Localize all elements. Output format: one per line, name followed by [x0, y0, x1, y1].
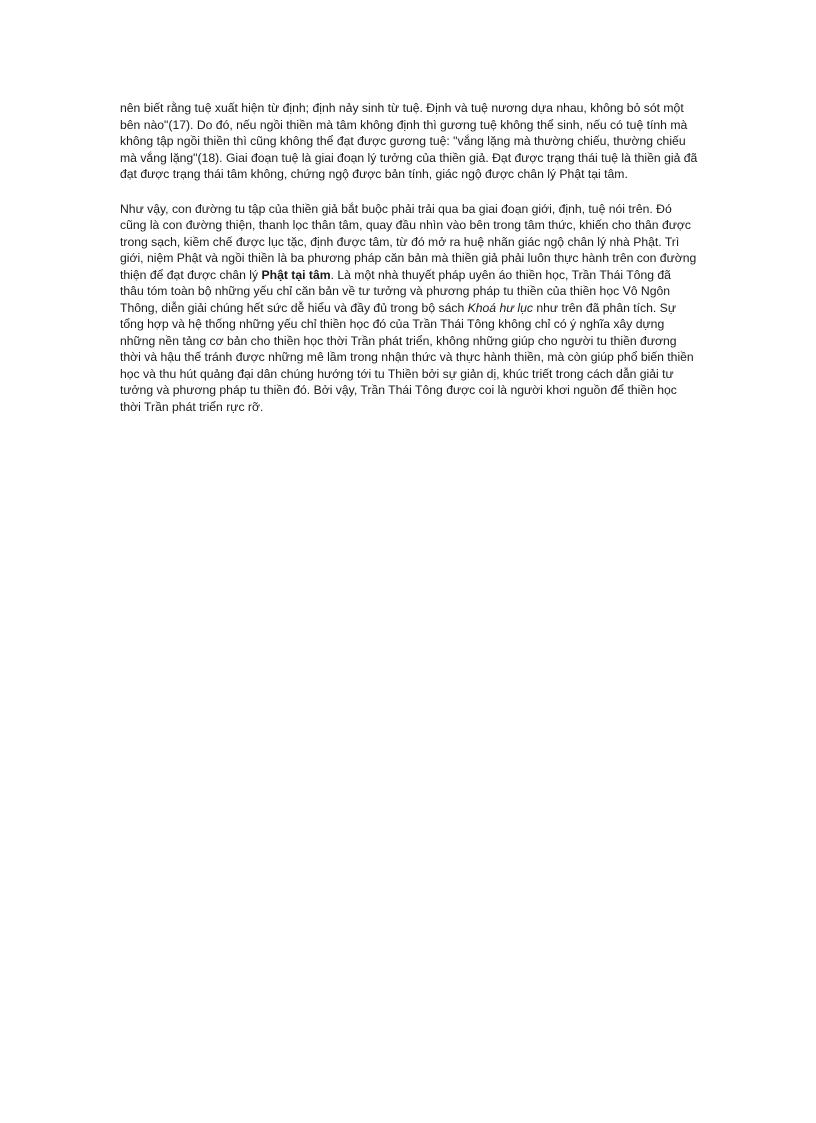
paragraph-2-text-part-3: như trên đã phân tích. Sự tổng hợp và hệ thống những yếu chỉ thiền học đó của Trần Thái Tông không chỉ có ý nghĩa xây dựng những nền tảng cơ bản cho thiền học thời Trần phát triển, không những giúp cho người tu thiền đương thời và hậu thế tránh được những mê lầm trong nhận thức và thực hành thiền, mà còn giúp phổ biến thiền học và thu hút quảng đại dân chúng hướng tới tu Thiền bởi sự giản dị, khúc triết trong cách dẫn giải tư tưởng và phương pháp tu thiền đó. Bởi vậy, Trần Thái Tông được coi là người khơi nguồn để thiền học thời Trần phát triển rực rỡ. [120, 300, 694, 414]
document-body [120, 100, 698, 415]
paragraph-2-text-part-2: . Là một nhà thuyết pháp uyên áo thiền học, Trần Thái Tông đã thâu tóm toàn bộ những yếu chỉ căn bản về tư tưởng và phương pháp tu thiền của thiền học Vô Ngôn Thông, diễn giải chúng hết sức dễ hiểu và đầy đủ trong bộ sách [120, 267, 671, 315]
bold-term-phat-tai-tam: Phật tại tâm [261, 267, 331, 282]
paragraph-1-text: nên biết rằng tuệ xuất hiện từ định; định nảy sinh từ tuệ. Định và tuệ nương dựa nhau, không bỏ sót một bên nào"(17). Do đó, nếu ngồi thiền mà tâm không định thì gương tuệ không thể sinh, nếu có tuệ tính mà không tập ngồi thiền thì cũng không thể đạt được gương tuệ: "vắng lặng mà thường chiếu, thường chiếu mà vắng lặng"(18). Giai đoạn tuệ là giai đoạn lý tưởng của thiền giả. Đạt được trạng thái tuệ là thiền giả đã đạt được trạng thái tâm không, chứng ngộ được bản tính, giác ngộ được chân lý Phật tại tâm. [120, 101, 698, 181]
paragraph-2-text-part-1: Như vậy, con đường tu tập của thiền giả bắt buộc phải trải qua ba giai đoạn giới, định, tuệ nói trên. Đó cũng là con đường thiện, thanh lọc thân tâm, quay đầu nhìn vào bên trong tâm thức, khiến cho thân được trong sạch, kiềm chế được lục tặc, định được tâm, từ đó mở ra huệ nhãn giác ngộ chân lý nhà Phật. Trì giới, niệm Phật và ngồi thiền là ba phương pháp căn bản mà thiền giả phải luôn thực hành trên con đường thiện để đạt được chân lý [120, 201, 697, 282]
paragraph-2 [120, 201, 698, 416]
book-title-khoa-hu-luc: Khoá hư lục [467, 300, 533, 315]
paragraph-1 [120, 100, 698, 183]
